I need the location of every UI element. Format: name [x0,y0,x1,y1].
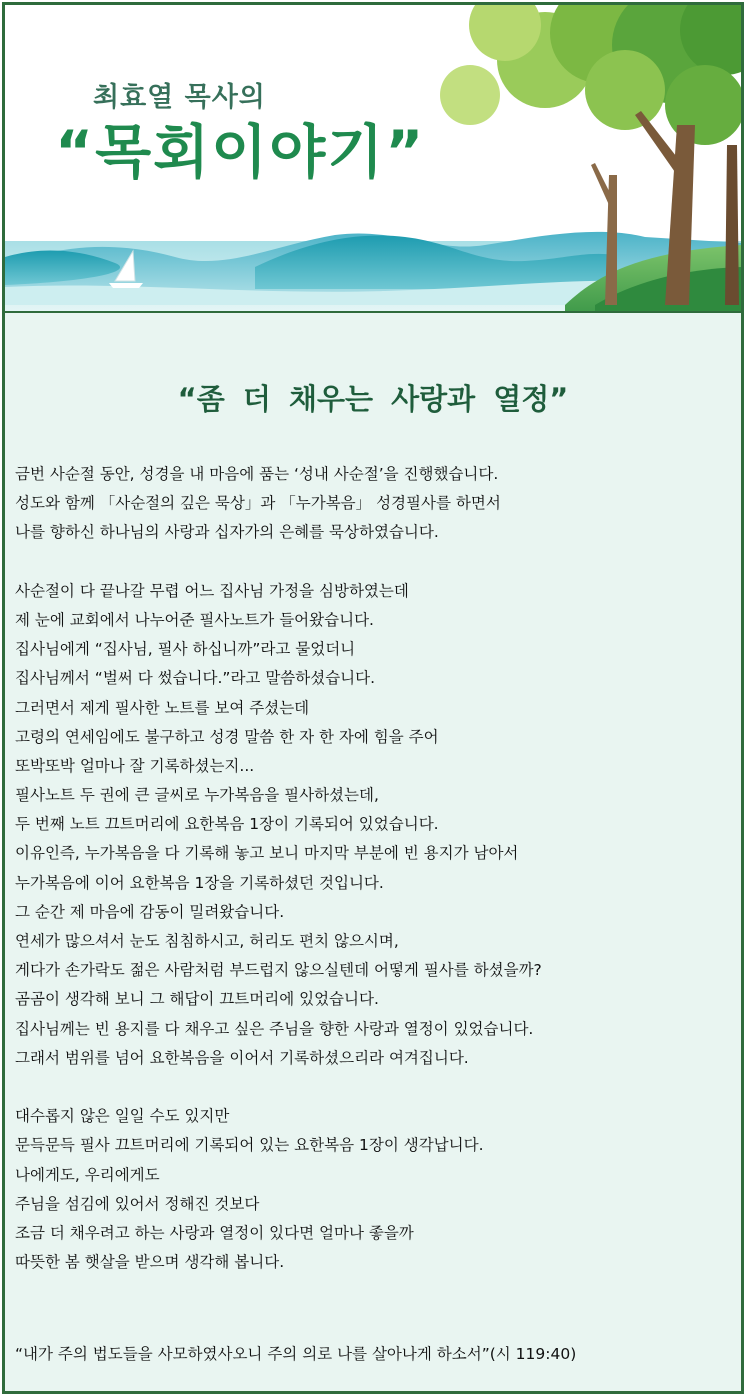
body-line: 문득문득 필사 끄트머리에 기록되어 있는 요한복음 1장이 생각납니다. [15,1136,484,1155]
paragraph-gap [15,548,731,577]
body-line: 곰곰이 생각해 보니 그 해답이 끄트머리에 있었습니다. [15,990,379,1009]
body-line: 금번 사순절 동안, 성경을 내 마음에 품는 ‘성내 사순절’을 진행했습니다. [15,465,499,483]
body-line: 따뜻한 봄 햇살을 받으며 생각해 봅니다. [15,1253,285,1272]
body-line: 고령의 연세임에도 불구하고 성경 말씀 한 자 한 자에 힘을 주어 [15,727,439,746]
body-line: 조금 더 채우려고 하는 사랑과 열정이 있다면 얼마나 좋을까 [15,1223,414,1242]
body-line: 집사님에게 “집사님, 필사 하십니까”라고 물었더니 [15,640,356,659]
article-body [15,460,731,1277]
body-line: 집사님께는 빈 용지를 다 채우고 싶은 주님을 향한 사랑과 열정이 있었습니다. [15,1019,534,1038]
body-line: 또박또박 얼마나 잘 기록하셨는지... [15,756,255,775]
body-line: 게다가 손가락도 젊은 사람처럼 부드럽지 않으실텐데 어떻게 필사를 하셨을까? [15,961,542,980]
paragraph-gap [15,1073,731,1102]
body-line: 그 순간 제 마음에 감동이 밀려왔습니다. [15,902,285,921]
body-line: 그러면서 제게 필사한 노트를 보여 주셨는데 [15,698,310,717]
banner-divider [5,311,741,313]
banner-title: “목회이야기” [55,118,426,186]
body-line: 성도와 함께 「사순절의 깊은 묵상」과 「누가복음」 성경필사를 하면서 [15,494,501,513]
bible-verse: “내가 주의 법도들을 사모하였사오니 주의 의로 나를 살아나게 하소서”(시 119:40) [15,1345,577,1363]
body-line: 필사노트 두 권에 큰 글씨로 누가복음을 필사하셨는데, [15,786,379,805]
body-line: 두 번째 노트 끄트머리에 요한복음 1장이 기록되어 있었습니다. [15,815,439,834]
body-line: 이유인즉, 누가복음을 다 기록해 놓고 보니 마지막 부분에 빈 용지가 남아서 [15,844,519,863]
body-line: 누가복음에 이어 요한복음 1장을 기록하셨던 것입니다. [15,873,384,892]
body-line: 주님을 섬김에 있어서 정해진 것보다 [15,1194,260,1213]
body-line: 제 눈에 교회에서 나누어준 필사노트가 들어왔습니다. [15,610,374,629]
body-line: 대수롭지 않은 일일 수도 있지만 [15,1107,230,1126]
page-frame [2,2,744,1394]
body-line: 집사님께서 “벌써 다 썼습니다.”라고 말씀하셨습니다. [15,669,376,688]
body-line: 그래서 범위를 넘어 요한복음을 이어서 기록하셨으리라 여겨집니다. [15,1048,469,1067]
article-title: “좀 더 채우는 사랑과 열정” [177,382,569,416]
body-line: 연세가 많으셔서 눈도 침침하시고, 허리도 편치 않으시며, [15,932,399,950]
body-line: 나에게도, 우리에게도 [15,1165,160,1184]
header-banner [5,5,741,313]
body-line: 사순절이 다 끝나갈 무렵 어느 집사님 가정을 심방하였는데 [15,581,409,600]
banner-subtitle: 최효열 목사의 [93,82,266,113]
body-line: 나를 향하신 하나님의 사랑과 십자가의 은혜를 묵상하였습니다. [15,523,439,542]
